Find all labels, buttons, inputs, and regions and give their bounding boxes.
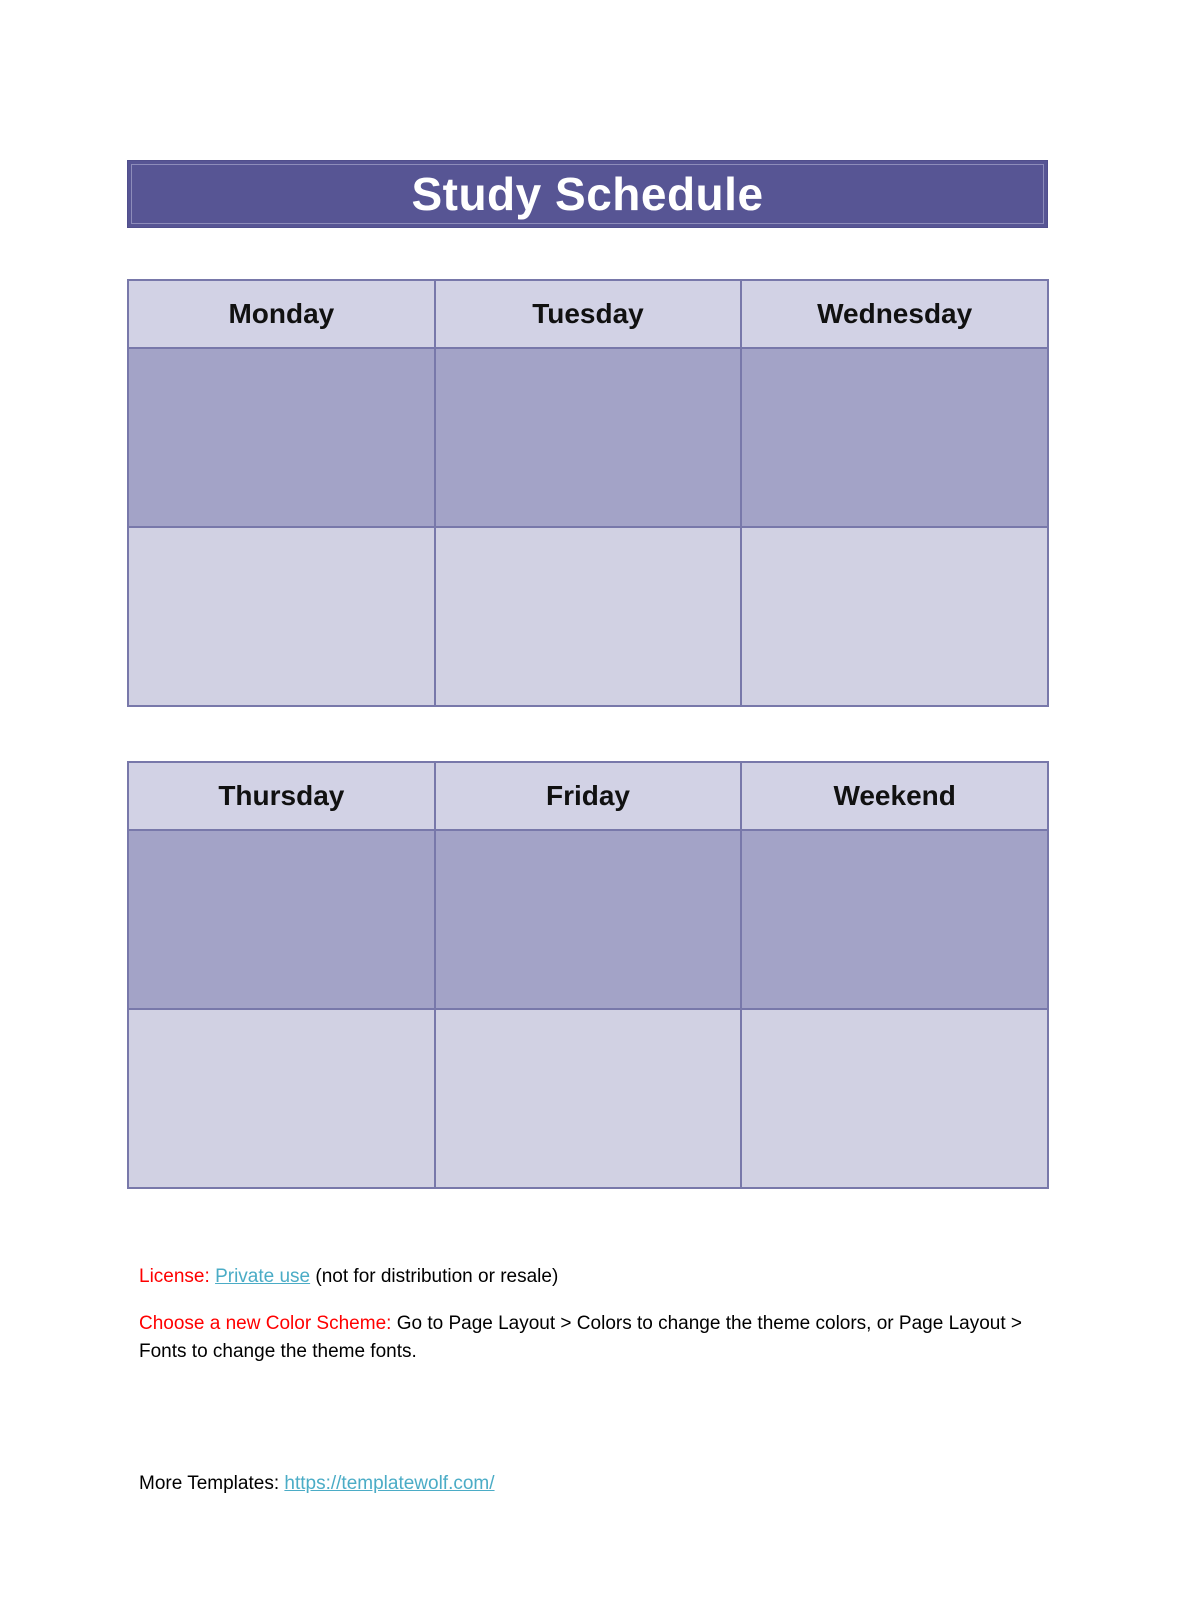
table-header-row (128, 762, 1048, 830)
more-templates-label: More Templates: (139, 1473, 280, 1494)
day-header-monday: Monday (128, 280, 435, 348)
schedule-cell-weekend-2 (741, 1009, 1048, 1188)
day-header-friday: Friday (435, 762, 742, 830)
day-header-tuesday: Tuesday (435, 280, 742, 348)
day-header-weekend: Weekend (741, 762, 1048, 830)
templatewolf-link[interactable]: https://templatewolf.com/ (284, 1473, 495, 1494)
schedule-row-dark (128, 348, 1048, 527)
license-suffix: (not for distribution or resale) (315, 1266, 559, 1287)
schedule-table-week-part-1 (127, 279, 1049, 707)
private-use-link[interactable]: Private use (215, 1266, 311, 1287)
schedule-cell-friday-1 (435, 830, 742, 1009)
page-title: Study Schedule (411, 168, 764, 220)
schedule-row-light (128, 527, 1048, 706)
schedule-row-dark (128, 830, 1048, 1009)
schedule-cell-tuesday-1 (435, 348, 742, 527)
color-scheme-instructions: Go to Page Layout > Colors to change the theme colors, or Page Layout > Fonts to change the theme fonts. (139, 1313, 1022, 1362)
day-header-wednesday: Wednesday (741, 280, 1048, 348)
day-header-thursday: Thursday (128, 762, 435, 830)
table-header-row (128, 280, 1048, 348)
schedule-table-week-part-2 (127, 761, 1049, 1189)
schedule-cell-friday-2 (435, 1009, 742, 1188)
more-templates-line (139, 1470, 1049, 1498)
color-scheme-label: Choose a new Color Scheme: (139, 1313, 392, 1334)
schedule-cell-thursday-2 (128, 1009, 435, 1188)
schedule-cell-tuesday-2 (435, 527, 742, 706)
schedule-cell-weekend-1 (741, 830, 1048, 1009)
schedule-cell-wednesday-1 (741, 348, 1048, 527)
schedule-row-light (128, 1009, 1048, 1188)
schedule-cell-thursday-1 (128, 830, 435, 1009)
schedule-cell-wednesday-2 (741, 527, 1048, 706)
license-label: License: (139, 1266, 210, 1287)
schedule-cell-monday-1 (128, 348, 435, 527)
schedule-cell-monday-2 (128, 527, 435, 706)
title-banner (127, 160, 1048, 228)
license-line (139, 1263, 1049, 1291)
color-scheme-paragraph (139, 1310, 1049, 1366)
